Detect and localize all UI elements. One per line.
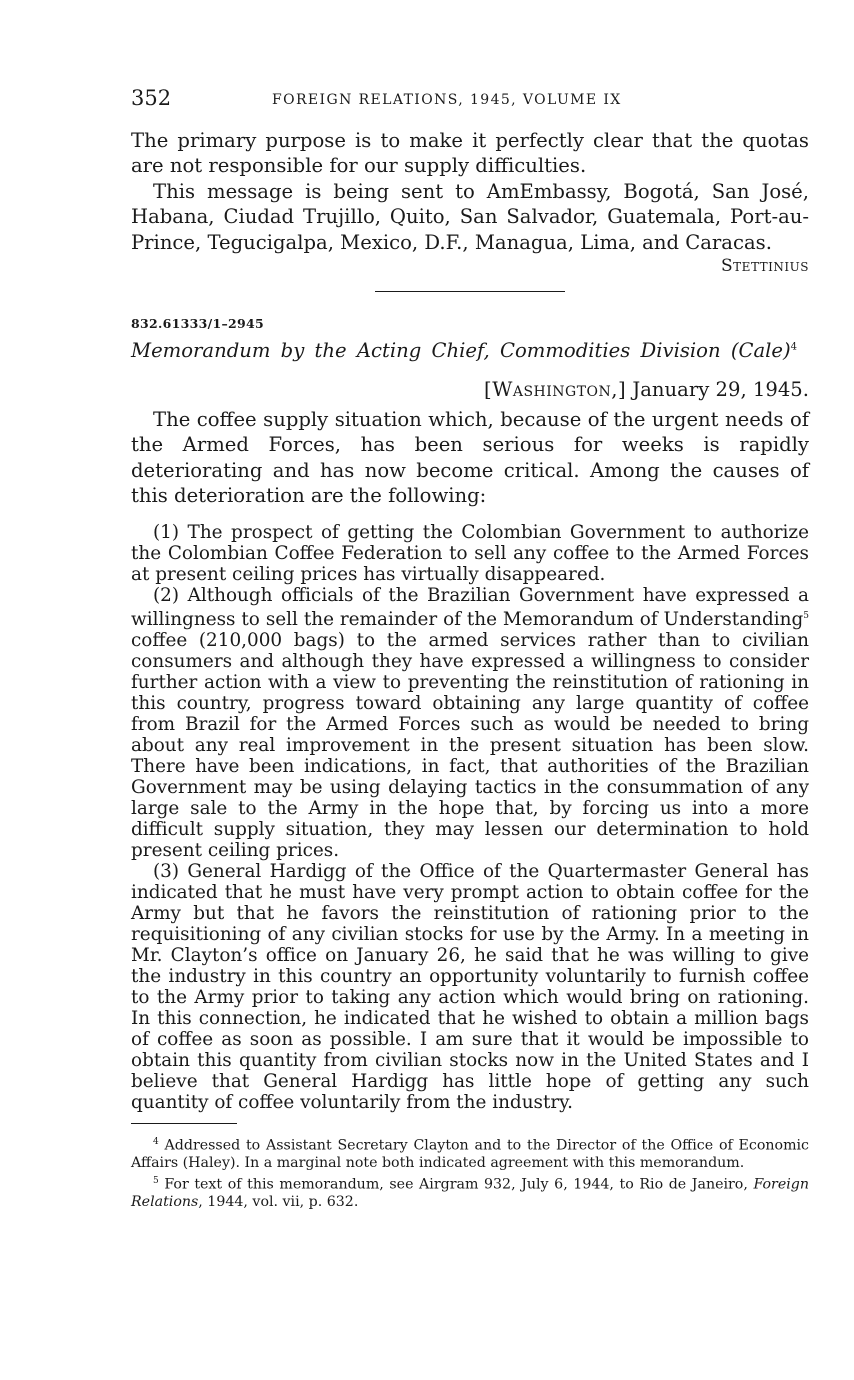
list-item-text: coffee (210,000 bags) to the armed services rather than to civilian consumers and although they have expressed a willingness to consider further action with a view to preventing the reinstitution of rationing in this country, progress toward obtaining any large quantity of coffee from Brazil for the Armed Forces such as would be needed to bring about any real improvement in the present situation has been slow. There have been indications, in fact, that authorities of the Brazilian Government may be using delaying tactics in the consummation of any large sale to the Army in the hope that, by forcing us into a more difficult supply situation, they may lessen our determination to hold present ceiling prices. (131, 629, 809, 861)
intro-paragraph: The coffee supply situation which, because of the urgent needs of the Armed Forces, has been serious for weeks is rapidly deteriorating and has now become critical. Among the causes of this deterioration are the following: (131, 408, 809, 508)
dateline-date: January 29, 1945. (632, 378, 809, 402)
footnote-ref: 5 (803, 610, 809, 621)
page-header (131, 86, 809, 118)
footnote-marker: 5 (153, 1175, 159, 1186)
list-item: (1) The prospect of getting the Colombian Government to authorize the Colombian Coffee Federation to sell any coffee to the Armed Forces at present ceiling prices has virtually disappeared. (131, 521, 809, 585)
previous-doc-paragraph: This message is being sent to AmEmbassy, Bogotá, San José, Habana, Ciudad Trujillo, Quito, San Salvador, Guatemala, Port-au-Prince, Tegucigalpa, Mexico, D.F., Managua, Lima, and Caracas. (131, 179, 809, 254)
signature: Stettinius (721, 256, 809, 277)
footnote (131, 1134, 809, 1173)
footnote-text: For text of this memorandum, see Airgram 932, July 6, 1944, to Rio de Janeiro, (164, 1176, 754, 1193)
list-item-text: (2) Although officials of the Brazilian Government have expressed a willingness to sell the remainder of the Memorandum of Understanding (131, 584, 809, 630)
page-number: 352 (131, 86, 172, 110)
running-title: FOREIGN RELATIONS, 1945, VOLUME IX (272, 92, 622, 108)
list-item (131, 585, 809, 861)
dateline-place: [Washington,] (484, 378, 627, 402)
document-title (131, 339, 809, 362)
footnote-italic-title: Foreign Relations (131, 1176, 809, 1210)
document-title-text: Memorandum by the Acting Chief, Commodities Division (Cale) (131, 339, 791, 363)
section-divider (375, 291, 565, 292)
document-page (131, 86, 809, 1211)
file-number: 832.61333/1–2945 (131, 316, 265, 332)
list-item: (3) General Hardigg of the Office of the Quartermaster General has indicated that he must have very prompt action to obtain coffee for the Army but that he favors the reinstitution of rationing prior to the requisitioning of any civilian stocks for use by the Army. In a meeting in Mr. Clayton’s office on January 26, he said that he was willing to give the industry in this country an opportunity voluntarily to furnish coffee to the Army prior to taking any action which would bring on rationing. In this connection, he indicated that he wished to obtain a million bags of coffee as soon as possible. I am sure that it would be impossible to obtain this quantity from civilian stocks now in the United States and I believe that General Hardigg has little hope of getting any such quantity of coffee voluntarily from the industry. (131, 860, 809, 1113)
footnote-divider (131, 1123, 237, 1124)
footnote-marker: 4 (153, 1136, 159, 1147)
footnote-ref: 4 (790, 341, 798, 353)
dateline (131, 378, 809, 401)
previous-doc-paragraph: The primary purpose is to make it perfectly clear that the quotas are not responsible for our supply difficulties. (131, 129, 809, 178)
footnote (131, 1173, 809, 1212)
footnote-text: , 1944, vol. vii, p. 632. (198, 1193, 359, 1210)
footnote-text: Addressed to Assistant Secretary Clayton and to the Director of the Office of Economic Affairs (Haley). In a marginal note both indicated agreement with this memorandum. (131, 1137, 809, 1172)
